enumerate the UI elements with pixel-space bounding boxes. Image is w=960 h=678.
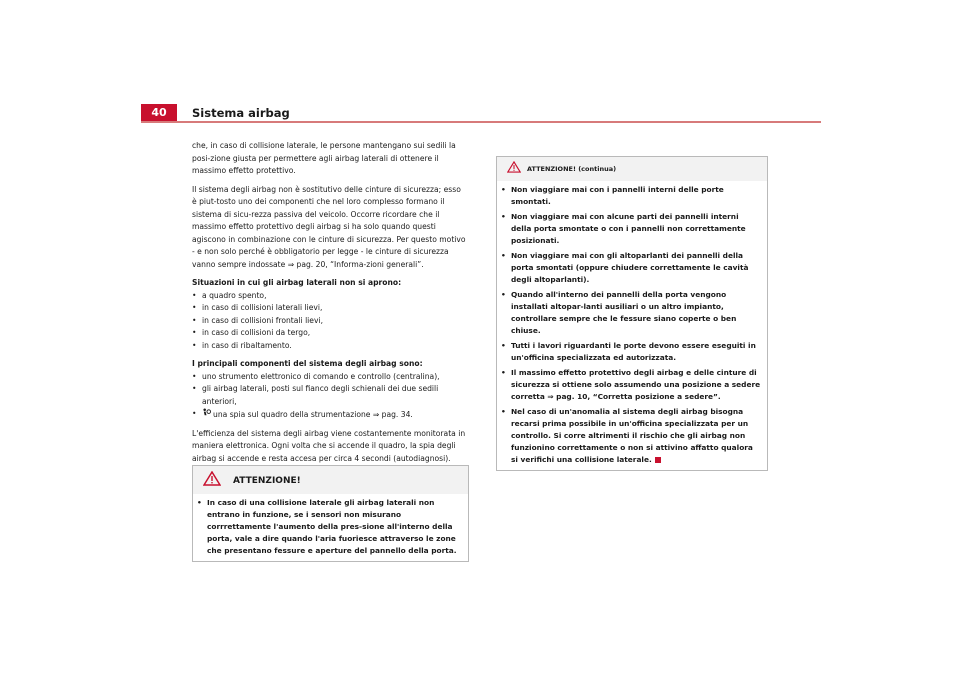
warning-item: • Non viaggiare mai con alcune parti dei pannelli interni della porta smontate o con i pannelli non correttamente posizionati. xyxy=(501,212,746,245)
bullet-icon: • xyxy=(501,407,506,416)
list-item: • in caso di collisioni laterali lievi, xyxy=(192,302,467,315)
warning-triangle-icon xyxy=(507,161,521,177)
warning-header xyxy=(497,157,767,181)
bullet-icon: • xyxy=(197,498,202,507)
bullet-icon: • xyxy=(192,409,197,418)
bullet-icon: • xyxy=(501,290,506,299)
list-item: • una spia sul quadro della strumentazione ⇒ pag. 34. xyxy=(192,408,467,422)
list-item: • in caso di collisioni frontali lievi, xyxy=(192,315,467,328)
airbag-lamp-icon xyxy=(202,408,211,422)
bullet-icon: • xyxy=(501,212,506,221)
warning-item: • Non viaggiare mai con i pannelli interni delle porte smontati. xyxy=(501,185,724,206)
warning-header xyxy=(193,466,468,494)
bullet-icon: • xyxy=(192,328,197,337)
list-item: • uno strumento elettronico di comando e controllo (centralina), xyxy=(192,371,467,384)
warning-body xyxy=(193,494,468,561)
bullet-icon: • xyxy=(192,340,197,350)
bullet-icon: • xyxy=(192,315,197,325)
warning-body xyxy=(497,181,767,470)
end-of-section-mark xyxy=(655,457,661,463)
situazioni-heading: Situazioni in cui gli airbag laterali non si aprono: xyxy=(192,278,402,287)
warning-triangle-icon xyxy=(203,471,221,490)
bullet-icon: • xyxy=(192,290,197,300)
bullet-icon: • xyxy=(192,303,197,312)
page-number: 40 xyxy=(141,104,177,122)
list-item: • a quadro spento, xyxy=(192,290,467,303)
header-rule xyxy=(141,121,821,123)
warning-box-continued xyxy=(496,156,768,471)
warning-item: • Quando all'interno dei pannelli della porta vengono installati altopar-lanti ausiliari o un altro impianto, controllare sempre che le fessure siano coperte o ben chiuse. xyxy=(501,290,737,335)
list-item: • in caso di collisioni da tergo, xyxy=(192,327,467,340)
bullet-icon: • xyxy=(192,384,197,393)
bullet-icon: • xyxy=(501,368,506,377)
warning-title: ATTENZIONE! (continua) xyxy=(527,165,617,173)
warning-title: ATTENZIONE! xyxy=(233,475,301,486)
paragraph-intro: che, in caso di collisione laterale, le persone mantengano sui sedili la posi-zione giusta per permettere agli airbag laterali di ottenere il massimo effetto protettivo. xyxy=(192,141,456,175)
bullet-icon: • xyxy=(501,185,506,194)
warning-box xyxy=(192,465,469,562)
list-item: • in caso di ribaltamento. xyxy=(192,340,467,353)
paragraph-seatbelts: Il sistema degli airbag non è sostitutivo delle cinture di sicurezza; esso è piut-tosto uno dei componenti che nel loro complesso formano il sistema di sicu-rezza passiva del veicolo. Occorre ricordare che il massimo effetto protettivo degli airbag si ha solo quando questi agiscono in combinazione con le cinture di sicurezza. Per questo motivo - e non solo perché è obbligatorio per legge - le cinture di sicurezza vanno sempre indossate ⇒ pag. 20, “Informa-zioni generali”. xyxy=(192,184,466,269)
page-title: Sistema airbag xyxy=(192,106,290,120)
warning-item: • Non viaggiare mai con gli altoparlanti dei pannelli della porta smontati (oppure chiudere correttamente le cavità degli altoparlanti). xyxy=(501,251,749,284)
warning-item: • Tutti i lavori riguardanti le porte devono essere eseguiti in un'officina specializzata ed autorizzata. xyxy=(501,341,756,362)
situazioni-list xyxy=(192,290,467,353)
warning-item: • In caso di una collisione laterale gli airbag laterali non entrano in funzione, se i sensori non misurano corrrettamente l'aumento della pres-sione all'interno della porta, vale a dire quando l'aria fuoriesce attraverso le zone che presentano fessure e aperture del pannello della porta. xyxy=(197,498,457,555)
left-column xyxy=(192,140,467,471)
warning-item: • Il massimo effetto protettivo degli airbag e delle cinture di sicurezza si ottiene solo assumendo una posizione a sedere corretta ⇒ pag. 10, “Corretta posizione a sedere”. xyxy=(501,368,761,401)
bullet-icon: • xyxy=(501,251,506,260)
bullet-icon: • xyxy=(192,371,197,381)
componenti-list xyxy=(192,371,467,422)
list-item: • gli airbag laterali, posti sul fianco degli schienali dei due sedili anteriori, xyxy=(192,384,439,406)
componenti-heading: I principali componenti del sistema degli airbag sono: xyxy=(192,359,423,368)
paragraph-monitoring: L'efficienza del sistema degli airbag viene costantemente monitorata in maniera elettronica. Ogni volta che si accende il quadro, la spia degli airbag si accende e resta accesa per circa 4 secondi (autodiagnosi). xyxy=(192,428,466,463)
warning-item: • Nel caso di un'anomalia al sistema degli airbag bisogna recarsi prima possibile in un'officina specializzata per un controllo. Si corre altrimenti il rischio che gli airbag non funzionino correttamente o non si attivino affatto qualora si verifichi una collisione laterale. xyxy=(501,407,753,464)
bullet-icon: • xyxy=(501,341,506,350)
